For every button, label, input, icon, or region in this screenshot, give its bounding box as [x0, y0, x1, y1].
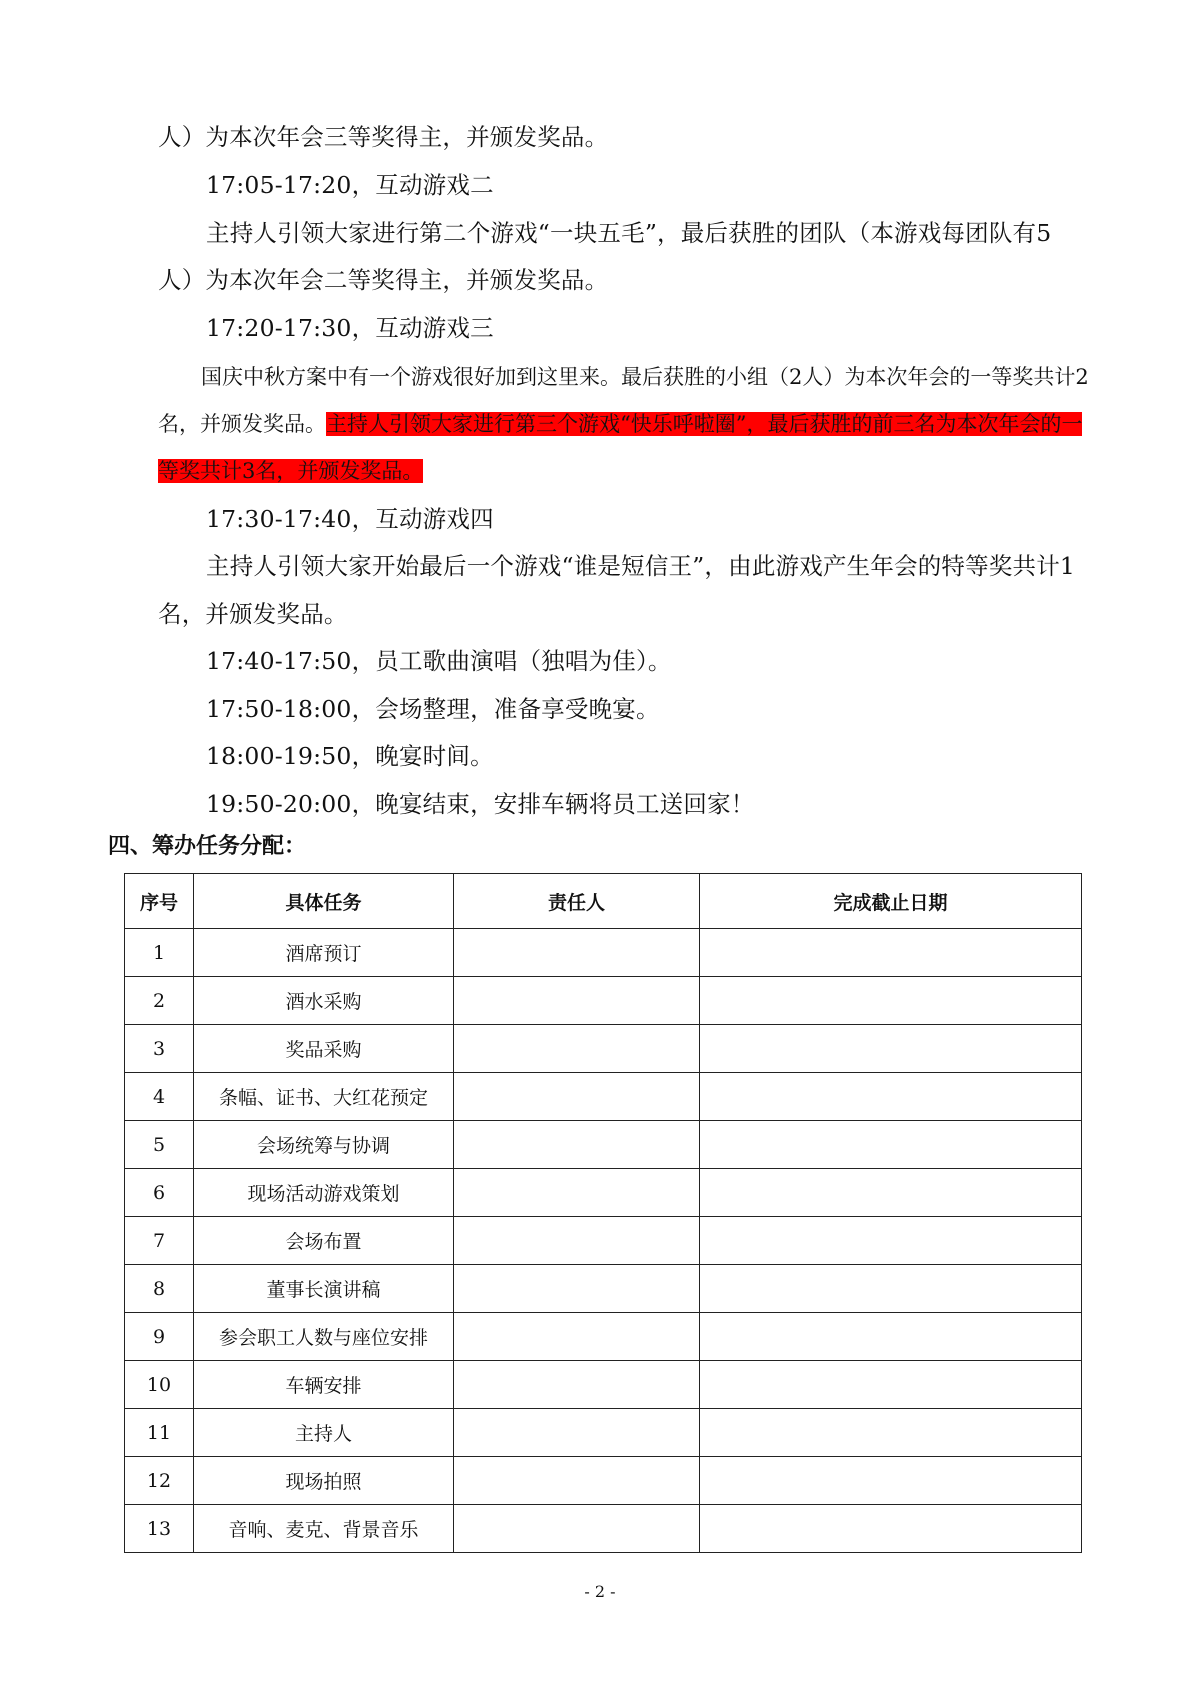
deadline-cell: [700, 1313, 1082, 1361]
note-line-2: [158, 409, 1082, 439]
deadline-cell: [700, 1409, 1082, 1457]
responsible-cell: [454, 1361, 700, 1409]
row-number-cell: 10: [125, 1361, 194, 1409]
table-row: [125, 1025, 1082, 1073]
task-cell: 酒水采购: [194, 977, 454, 1025]
task-cell: 酒席预订: [194, 929, 454, 977]
table-row: [125, 1361, 1082, 1409]
deadline-cell: [700, 977, 1082, 1025]
task-cell: 音响、麦克、背景音乐: [194, 1505, 454, 1553]
responsible-cell: [454, 1025, 700, 1073]
row-number-cell: 9: [125, 1313, 194, 1361]
table-row: [125, 1409, 1082, 1457]
task-assignment-table: [124, 873, 1082, 1553]
deadline-cell: [700, 1457, 1082, 1505]
responsible-cell: [454, 977, 700, 1025]
section-heading: 四、筹办任务分配：: [108, 834, 307, 859]
task-cell: 车辆安排: [194, 1361, 454, 1409]
schedule-venue-cleanup: 17:50-18:00，会场整理，准备享受晚宴。: [206, 695, 660, 723]
task-cell: 条幅、证书、大红花预定: [194, 1073, 454, 1121]
responsible-cell: [454, 1169, 700, 1217]
page-number: - 2 -: [584, 1582, 616, 1601]
task-cell: 奖品采购: [194, 1025, 454, 1073]
deadline-cell: [700, 1217, 1082, 1265]
table-row: [125, 1121, 1082, 1169]
note-line-3: [158, 456, 423, 486]
header-number: 序号: [125, 874, 194, 929]
table-row: [125, 929, 1082, 977]
paragraph-third-prize: 人）为本次年会三等奖得主，并颁发奖品。: [158, 123, 609, 151]
deadline-cell: [700, 1073, 1082, 1121]
row-number-cell: 13: [125, 1505, 194, 1553]
task-cell: 董事长演讲稿: [194, 1265, 454, 1313]
table-row: [125, 977, 1082, 1025]
responsible-cell: [454, 929, 700, 977]
table-row: [125, 1505, 1082, 1553]
responsible-cell: [454, 1217, 700, 1265]
task-cell: 现场活动游戏策划: [194, 1169, 454, 1217]
paragraph-game-four-line2: 名，并颁发奖品。: [158, 600, 348, 628]
deadline-cell: [700, 929, 1082, 977]
table-row: [125, 1457, 1082, 1505]
deadline-cell: [700, 1505, 1082, 1553]
deadline-cell: [700, 1361, 1082, 1409]
row-number-cell: 8: [125, 1265, 194, 1313]
table-header-row: [125, 874, 1082, 929]
note-line-1: 国庆中秋方案中有一个游戏很好加到这里来。最后获胜的小组（2人）为本次年会的一等奖共计2: [201, 365, 1089, 389]
note-line-2-plain: 名，并颁发奖品。: [158, 412, 326, 436]
table-row: [125, 1169, 1082, 1217]
paragraph-game-two-line1: 主持人引领大家进行第二个游戏“一块五毛”，最后获胜的团队（本游戏每团队有5: [206, 219, 1052, 247]
table-row: [125, 1073, 1082, 1121]
highlighted-text: 主持人引领大家进行第三个游戏“快乐呼啦圈”，最后获胜的前三名为本次年会的一: [326, 412, 1083, 436]
row-number-cell: 11: [125, 1409, 194, 1457]
deadline-cell: [700, 1265, 1082, 1313]
row-number-cell: 2: [125, 977, 194, 1025]
row-number-cell: 7: [125, 1217, 194, 1265]
schedule-end: 19:50-20:00，晚宴结束，安排车辆将员工送回家！: [206, 790, 755, 818]
task-cell: 会场布置: [194, 1217, 454, 1265]
responsible-cell: [454, 1313, 700, 1361]
paragraph-game-four-line1: 主持人引领大家开始最后一个游戏“谁是短信王”，由此游戏产生年会的特等奖共计1: [206, 552, 1076, 580]
table-row: [125, 1265, 1082, 1313]
responsible-cell: [454, 1121, 700, 1169]
row-number-cell: 12: [125, 1457, 194, 1505]
schedule-game-four: 17:30-17:40，互动游戏四: [206, 505, 494, 533]
row-number-cell: 6: [125, 1169, 194, 1217]
header-responsible: 责任人: [454, 874, 700, 929]
table-row: [125, 1217, 1082, 1265]
table-row: [125, 1313, 1082, 1361]
deadline-cell: [700, 1121, 1082, 1169]
schedule-game-three: 17:20-17:30，互动游戏三: [206, 314, 494, 342]
responsible-cell: [454, 1457, 700, 1505]
row-number-cell: 4: [125, 1073, 194, 1121]
task-cell: 主持人: [194, 1409, 454, 1457]
task-cell: 参会职工人数与座位安排: [194, 1313, 454, 1361]
row-number-cell: 3: [125, 1025, 194, 1073]
task-cell: 会场统筹与协调: [194, 1121, 454, 1169]
row-number-cell: 5: [125, 1121, 194, 1169]
deadline-cell: [700, 1025, 1082, 1073]
schedule-singing: 17:40-17:50，员工歌曲演唱（独唱为佳）。: [206, 647, 672, 675]
task-cell: 现场拍照: [194, 1457, 454, 1505]
schedule-game-two: 17:05-17:20，互动游戏二: [206, 171, 494, 199]
responsible-cell: [454, 1409, 700, 1457]
responsible-cell: [454, 1073, 700, 1121]
schedule-dinner: 18:00-19:50，晚宴时间。: [206, 742, 494, 770]
header-deadline: 完成截止日期: [700, 874, 1082, 929]
highlighted-text: 等奖共计3名，并颁发奖品。: [158, 459, 424, 483]
paragraph-game-two-line2: 人）为本次年会二等奖得主，并颁发奖品。: [158, 266, 609, 294]
responsible-cell: [454, 1505, 700, 1553]
responsible-cell: [454, 1265, 700, 1313]
deadline-cell: [700, 1169, 1082, 1217]
row-number-cell: 1: [125, 929, 194, 977]
header-task: 具体任务: [194, 874, 454, 929]
